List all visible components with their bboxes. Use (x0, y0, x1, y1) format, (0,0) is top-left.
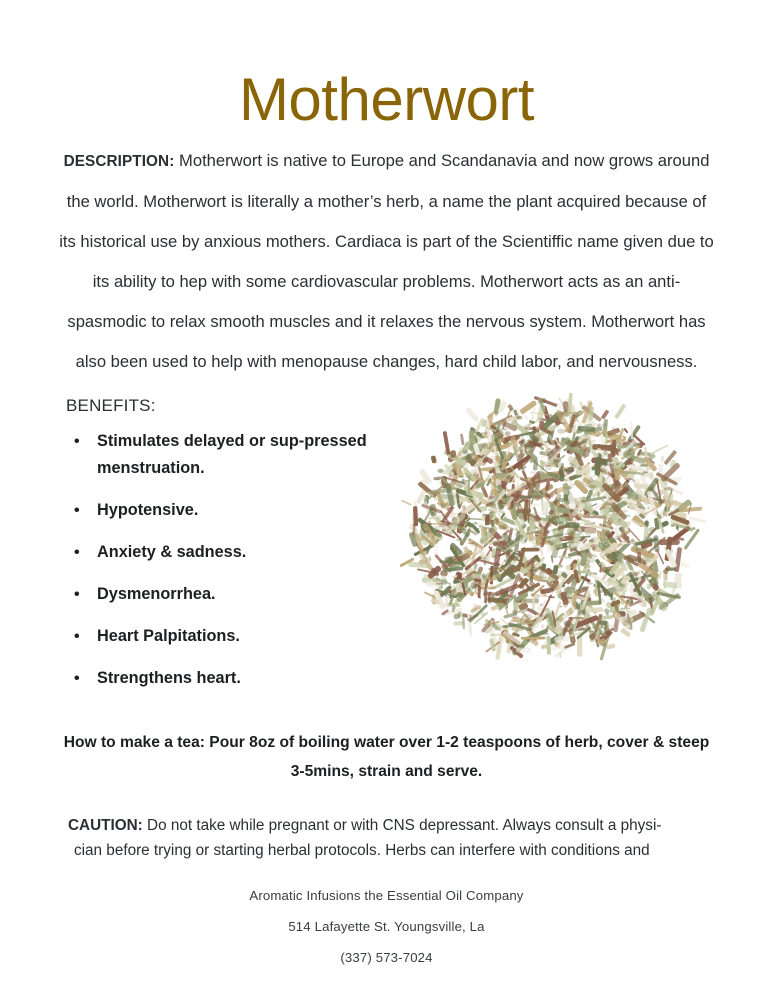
description-text: Motherwort is native to Europe and Scandanavia and now grows around the world. Motherwort is literally a mother’s herb, a name the plant acquired because of its historical use by anxious mothers. Cardiaca is part of the Scientiffic name given due to its ability to hep with some cardiovascular problems. Motherwort acts as an anti-spasmodic to relax smooth muscles and it relaxes the nervous system. Motherwort has also been used to help with menopause changes, hard child labor, and nervousness. (59, 150, 714, 371)
benefits-list (66, 428, 386, 707)
footer-phone: (337) 573-7024 (340, 950, 433, 965)
tea-line-2: 3-5mins, strain and serve. (290, 762, 483, 780)
caution-line-1: Do not take while pregnant or with CNS depressant. Always consult a physi- (142, 817, 662, 835)
caution-label: CAUTION: (68, 817, 143, 835)
list-item (66, 623, 386, 650)
caution-paragraph (68, 813, 708, 863)
list-item-label: Dysmenorrhea. (97, 585, 216, 603)
list-item (66, 497, 386, 524)
list-item-label: Anxiety & sadness. (97, 543, 247, 561)
bullet-icon: • (74, 502, 80, 519)
tea-instructions (58, 728, 715, 786)
description-paragraph (58, 141, 715, 382)
tea-line-1: How to make a tea: Pour 8oz of boiling water over 1-2 teaspoons of herb, cover & steep (63, 733, 710, 751)
footer (0, 880, 773, 973)
list-item (66, 428, 386, 482)
footer-company: Aromatic Infusions the Essential Oil Company (249, 888, 524, 903)
bullet-icon: • (74, 670, 80, 687)
list-item-label: Strengthens heart. (97, 669, 241, 687)
herb-photo (396, 390, 706, 668)
benefits-heading: BENEFITS: (66, 396, 156, 415)
list-item-label: Stimulates delayed or sup-pressed menstruation. (97, 432, 367, 477)
herb-illustration (396, 390, 706, 668)
list-item-label: Heart Palpitations. (97, 627, 240, 645)
description-label: DESCRIPTION: (63, 152, 175, 170)
page-title: Motherwort (238, 66, 535, 134)
list-item (66, 665, 386, 692)
list-item (66, 539, 386, 566)
list-item-label: Hypotensive. (97, 501, 199, 519)
bullet-icon: • (74, 544, 80, 561)
bullet-icon: • (74, 628, 80, 645)
footer-address: 514 Lafayette St. Youngsville, La (288, 919, 485, 934)
list-item (66, 581, 386, 608)
caution-line-2: cian before trying or starting herbal protocols. Herbs can interfere with conditions and (74, 842, 650, 860)
bullet-icon: • (74, 433, 80, 450)
bullet-icon: • (74, 586, 80, 603)
